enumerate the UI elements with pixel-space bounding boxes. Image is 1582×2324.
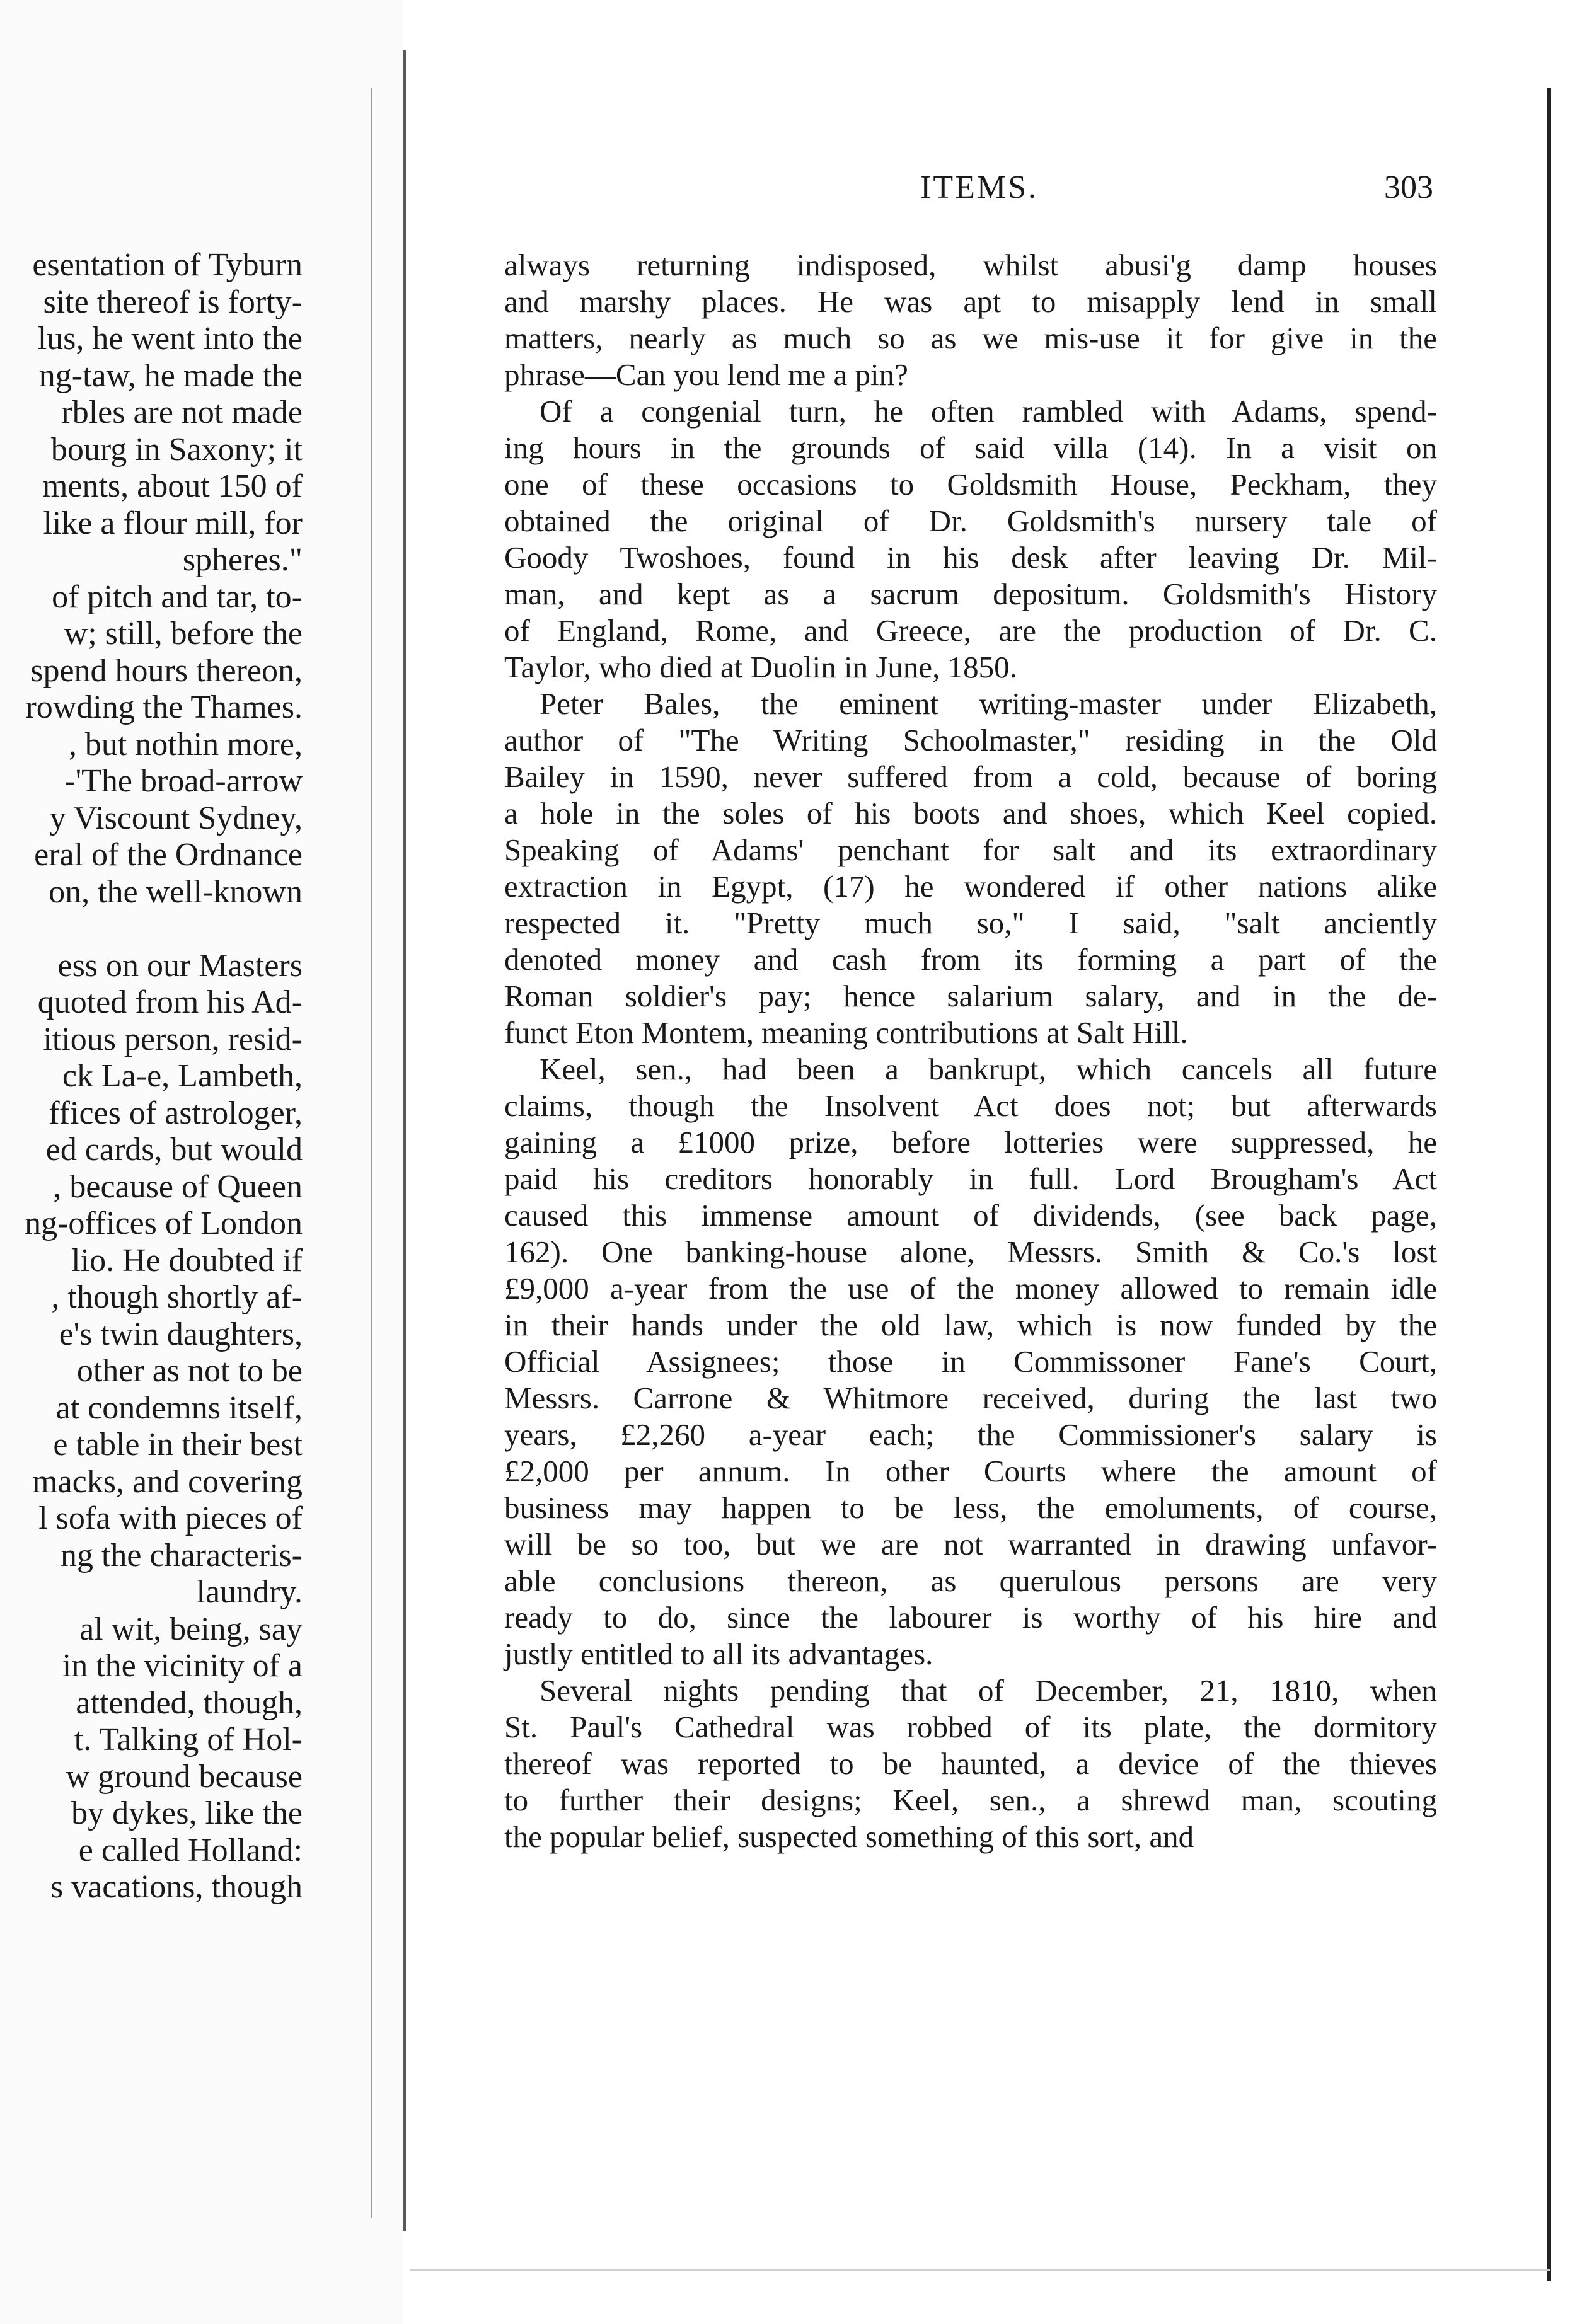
body-text-line: £2,000 per annum. In other Courts where the amount of <box>504 1454 1437 1488</box>
body-text-line: paid his creditors honorably in full. Lord Brougham's Act <box>504 1161 1437 1196</box>
left-page-line: , though shortly af- <box>51 1279 303 1315</box>
left-page-line: macks, and covering <box>32 1463 303 1500</box>
body-text-line: author of "The Writing Schoolmaster," residing in the Old <box>504 723 1437 757</box>
body-text-line: respected it. "Pretty much so," I said, "salt anciently <box>504 906 1437 940</box>
left-page-line: ng the characteris- <box>60 1537 303 1573</box>
page-number: 303 <box>1384 170 1433 205</box>
body-text-line: always returning indisposed, whilst abusi'g damp houses <box>504 248 1437 282</box>
body-text-line: St. Paul's Cathedral was robbed of its plate, the dormitory <box>504 1710 1437 1744</box>
body-text-line: able conclusions thereon, as querulous persons are very <box>504 1563 1437 1598</box>
left-page-line: ng-offices of London <box>25 1205 303 1241</box>
body-text-line: denoted money and cash from its forming a part of the <box>504 942 1437 977</box>
left-page-line: attended, though, <box>76 1684 303 1721</box>
left-page-line: other as not to be <box>76 1353 303 1389</box>
left-page-line: ffices of astrologer, <box>49 1095 303 1131</box>
left-page-line: t. Talking of Hol- <box>74 1722 303 1757</box>
left-page-line: al wit, being, say <box>79 1611 303 1647</box>
body-text-line: Official Assignees; those in Commissoner Fane's Court, <box>504 1344 1437 1379</box>
body-text-line: justly entitled to all its advantages. <box>504 1637 933 1671</box>
running-header-title: ITEMS. <box>920 170 1038 205</box>
left-page-line: ng-taw, he made the <box>38 357 303 394</box>
body-text-line: ready to do, since the labourer is worthy of his hire and <box>504 1600 1437 1635</box>
left-page-line: laundry. <box>196 1574 303 1610</box>
left-page-line: ck La-e, Lambeth, <box>62 1058 303 1094</box>
body-text-line: of England, Rome, and Greece, are the production of Dr. C. <box>504 613 1437 648</box>
left-page-line: -'The broad-arrow <box>64 763 303 799</box>
body-text-line: Of a congenial turn, he often rambled with Adams, spend- <box>540 394 1437 429</box>
left-page-line: lio. He doubted if <box>71 1242 303 1279</box>
body-text-line: extraction in Egypt, (17) he wondered if other nations alike <box>504 869 1437 904</box>
body-text-line: Roman soldier's pay; hence salarium salary, and in the de- <box>504 979 1437 1013</box>
page-right-edge <box>1547 88 1551 2281</box>
left-page-line: bourg in Saxony; it <box>50 431 303 468</box>
left-page-line: eral of the Ordnance <box>34 837 303 873</box>
body-text-line: will be so too, but we are not warranted in drawing unfavor- <box>504 1527 1437 1562</box>
body-text-line: Speaking of Adams' penchant for salt and its extraordinary <box>504 832 1437 867</box>
left-page-line: e table in their best <box>53 1427 303 1463</box>
left-page-line: y Viscount Sydney, <box>49 800 303 836</box>
body-text-line: a hole in the soles of his boots and shoes, which Keel copied. <box>504 796 1437 831</box>
body-text-line: Taylor, who died at Duolin in June, 1850. <box>504 650 1017 684</box>
body-text-line: business may happen to be less, the emoluments, of course, <box>504 1490 1437 1525</box>
left-page-line: rowding the Thames. <box>25 689 303 725</box>
body-text-line: thereof was reported to be haunted, a device of the thieves <box>504 1746 1437 1781</box>
left-page-line: by dykes, like the <box>71 1795 303 1831</box>
left-page-line: esentation of Tyburn <box>32 247 303 283</box>
left-page-line: w ground because <box>66 1758 303 1795</box>
left-page-line: spend hours thereon, <box>30 652 303 689</box>
left-page-line: , but nothin more, <box>68 726 303 762</box>
left-page-line: on, the well-known <box>49 873 303 910</box>
left-page-line: in the vicinity of a <box>62 1648 303 1684</box>
left-page-line: rbles are not made <box>61 394 303 430</box>
page-gutter <box>403 50 406 2231</box>
body-text-line: the popular belief, suspected something of this sort, and <box>504 1819 1194 1854</box>
body-text-line: funct Eton Montem, meaning contributions at Salt Hill. <box>504 1015 1188 1050</box>
body-text-line: caused this immense amount of dividends, (see back page, <box>504 1198 1437 1233</box>
left-page-line: of pitch and tar, to- <box>52 578 303 615</box>
left-page-line: spheres." <box>182 542 303 578</box>
body-text-line: 162). One banking-house alone, Messrs. Smith & Co.'s lost <box>504 1234 1437 1269</box>
body-text-line: gaining a £1000 prize, before lotteries were suppressed, he <box>504 1125 1437 1159</box>
body-text-line: Several nights pending that of December, 21, 1810, when <box>540 1673 1437 1708</box>
body-text-line: one of these occasions to Goldsmith House, Peckham, they <box>504 467 1437 502</box>
left-page-line: ess on our Masters <box>57 947 303 984</box>
left-page-line: quoted from his Ad- <box>37 984 303 1020</box>
body-text-line: claims, though the Insolvent Act does not; but afterwards <box>504 1088 1437 1123</box>
body-text-line: £9,000 a-year from the use of the money allowed to remain idle <box>504 1271 1437 1306</box>
body-text-line: Goody Twoshoes, found in his desk after leaving Dr. Mil- <box>504 540 1437 575</box>
body-text-line: matters, nearly as much so as we mis-use it for give in the <box>504 321 1437 355</box>
left-page-line: e called Holland: <box>78 1832 303 1868</box>
body-text-line: to further their designs; Keel, sen., a shrewd man, scouting <box>504 1783 1437 1817</box>
left-page-line: at condemns itself, <box>55 1389 303 1426</box>
body-text-line: years, £2,260 a-year each; the Commissioner's salary is <box>504 1417 1437 1452</box>
body-text-line: in their hands under the old law, which is now funded by the <box>504 1308 1437 1342</box>
body-text-line: ing hours in the grounds of said villa (14). In a visit on <box>504 430 1437 465</box>
left-page-line: ed cards, but would <box>45 1132 303 1168</box>
body-text-line: Peter Bales, the eminent writing-master under Elizabeth, <box>540 686 1437 721</box>
body-text-line: obtained the original of Dr. Goldsmith's nursery tale of <box>504 503 1437 538</box>
body-text-line: Messrs. Carrone & Whitmore received, during the last two <box>504 1381 1437 1415</box>
page-gutter-shadow <box>371 88 372 2218</box>
left-page-line: s vacations, though <box>50 1869 303 1905</box>
previous-page-fragment <box>0 0 403 2324</box>
left-page-line: w; still, before the <box>64 616 303 652</box>
body-text-line: and marshy places. He was apt to misapply lend in small <box>504 284 1437 319</box>
body-text-line: Bailey in 1590, never suffered from a cold, because of boring <box>504 759 1437 794</box>
left-page-line: , because of Queen <box>53 1168 303 1205</box>
left-page-line: l sofa with pieces of <box>38 1500 303 1536</box>
left-page-line: lus, he went into the <box>37 321 303 357</box>
left-page-line: site thereof is forty- <box>43 284 303 320</box>
left-page-line: e's twin daughters, <box>59 1316 303 1352</box>
left-page-line: itious person, resid- <box>43 1021 303 1057</box>
page-bottom-edge <box>410 2269 1550 2271</box>
left-page-line: like a flour mill, for <box>43 505 303 541</box>
body-text <box>504 247 1437 1855</box>
body-text-line: phrase—Can you lend me a pin? <box>504 357 908 392</box>
body-text-line: man, and kept as a sacrum depositum. Goldsmith's History <box>504 577 1437 611</box>
body-text-line: Keel, sen., had been a bankrupt, which cancels all future <box>540 1052 1437 1086</box>
left-page-line: ments, about 150 of <box>42 468 303 504</box>
